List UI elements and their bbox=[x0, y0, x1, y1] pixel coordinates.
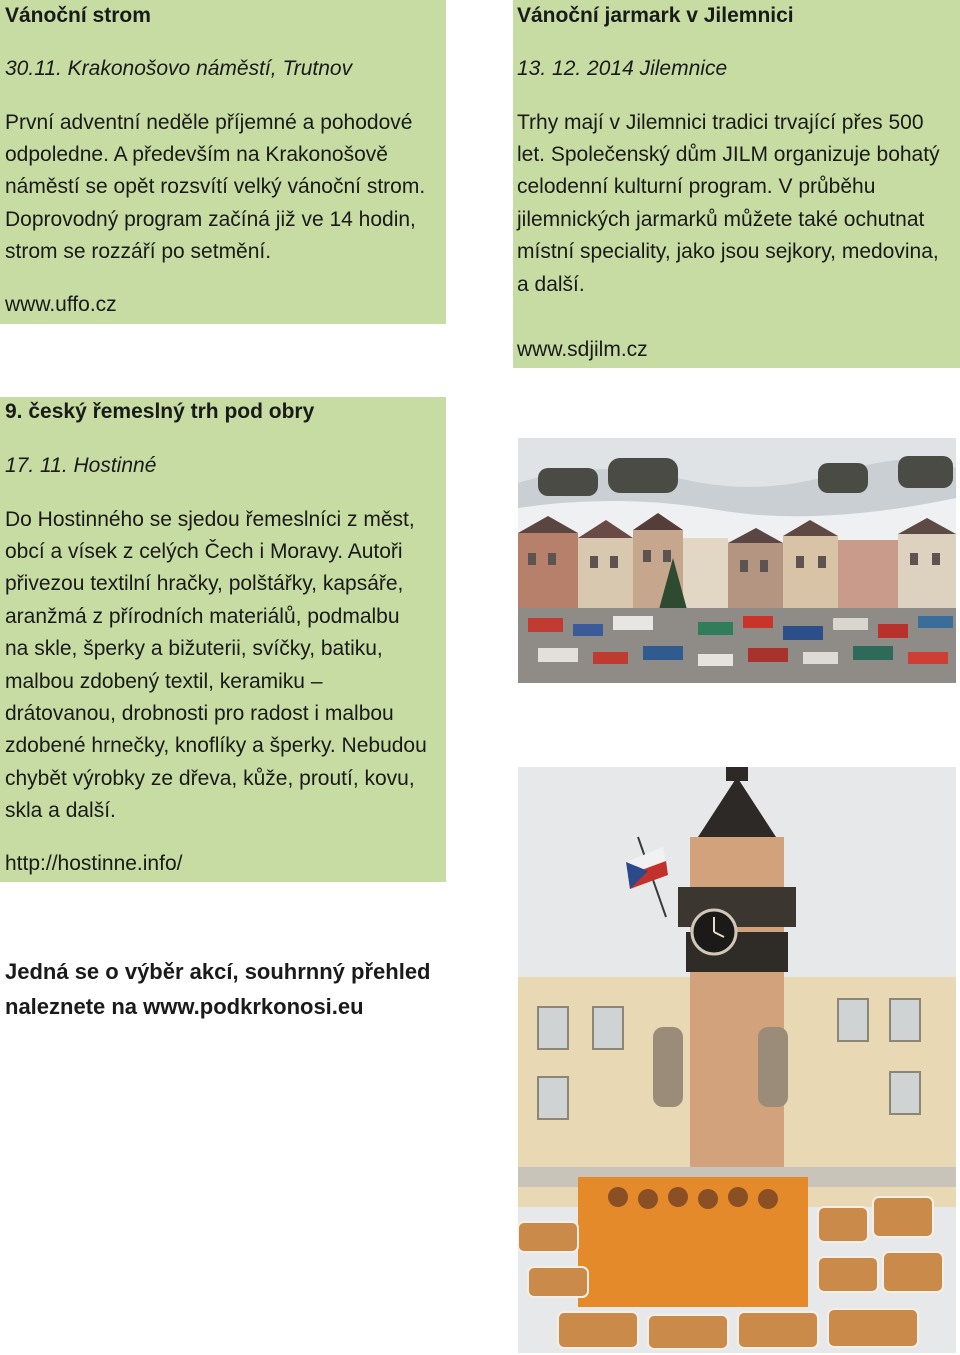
event-title: 9. český řemeslný trh pod obry bbox=[5, 400, 315, 423]
description-line: Do Hostinného se sjedou řemeslníci z měst, bbox=[5, 508, 415, 531]
description-line: Trhy mají v Jilemnici tradici trvající přes 500 bbox=[517, 111, 924, 134]
event-link[interactable]: http://hostinne.info/ bbox=[5, 852, 183, 875]
event-date: 30.11. Krakonošovo náměstí, Trutnov bbox=[5, 57, 353, 80]
town-hall-photo bbox=[518, 767, 956, 1353]
description-line: na skle, šperky a bižuterii, svíčky, batiku, bbox=[5, 637, 383, 660]
event-title: Vánoční jarmark v Jilemnici bbox=[517, 4, 794, 27]
event-link[interactable]: www.sdjilm.cz bbox=[517, 338, 648, 361]
description-line: Doprovodný program začíná již ve 14 hodin, bbox=[5, 208, 416, 231]
event-card-christmas-market bbox=[513, 0, 960, 368]
description-line: skla a další. bbox=[5, 799, 116, 822]
description-line: přivezou textilní hračky, polštářky, kapsáře, bbox=[5, 572, 404, 595]
description-line: strom se rozzáří po setmění. bbox=[5, 240, 272, 263]
description-line: a další. bbox=[517, 273, 585, 296]
event-card-craft-market bbox=[0, 397, 446, 882]
footer-line: naleznete na www.podkrkonosi.eu bbox=[5, 994, 364, 1019]
description-line: zdobené hrnečky, knoflíky a šperky. Nebudou bbox=[5, 734, 427, 757]
description-line: odpoledne. A především na Krakonošově bbox=[5, 143, 388, 166]
description-line: obcí a vísek z celých Čech i Moravy. Autoři bbox=[5, 540, 403, 563]
event-date: 17. 11. Hostinné bbox=[5, 454, 157, 477]
event-title: Vánoční strom bbox=[5, 4, 151, 27]
description-line: chybět výrobky ze dřeva, kůže, proutí, kovu, bbox=[5, 767, 415, 790]
description-line: První adventní neděle příjemné a pohodové bbox=[5, 111, 413, 134]
description-line: jilemnických jarmarků můžete také ochutnat bbox=[517, 208, 925, 231]
description-line: drátovanou, drobnosti pro radost i malbou bbox=[5, 702, 394, 725]
description-line: místní speciality, jako jsou sejkory, medovina, bbox=[517, 240, 939, 263]
event-date: 13. 12. 2014 Jilemnice bbox=[517, 57, 728, 80]
footer-line: Jedná se o výběr akcí, souhrnný přehled bbox=[5, 959, 431, 984]
description-line: celodenní kulturní program. V průběhu bbox=[517, 175, 876, 198]
description-line: náměstí se opět rozsvítí velký vánoční strom. bbox=[5, 175, 426, 198]
market-square-photo bbox=[518, 438, 956, 683]
description-line: malbou zdobený textil, keramiku – bbox=[5, 670, 323, 693]
description-line: let. Společenský dům JILM organizuje bohatý bbox=[517, 143, 940, 166]
event-link[interactable]: www.uffo.cz bbox=[5, 293, 117, 316]
description-line: aranžmá z přírodních materiálů, podmalbu bbox=[5, 605, 400, 628]
event-card-christmas-tree bbox=[0, 0, 446, 324]
